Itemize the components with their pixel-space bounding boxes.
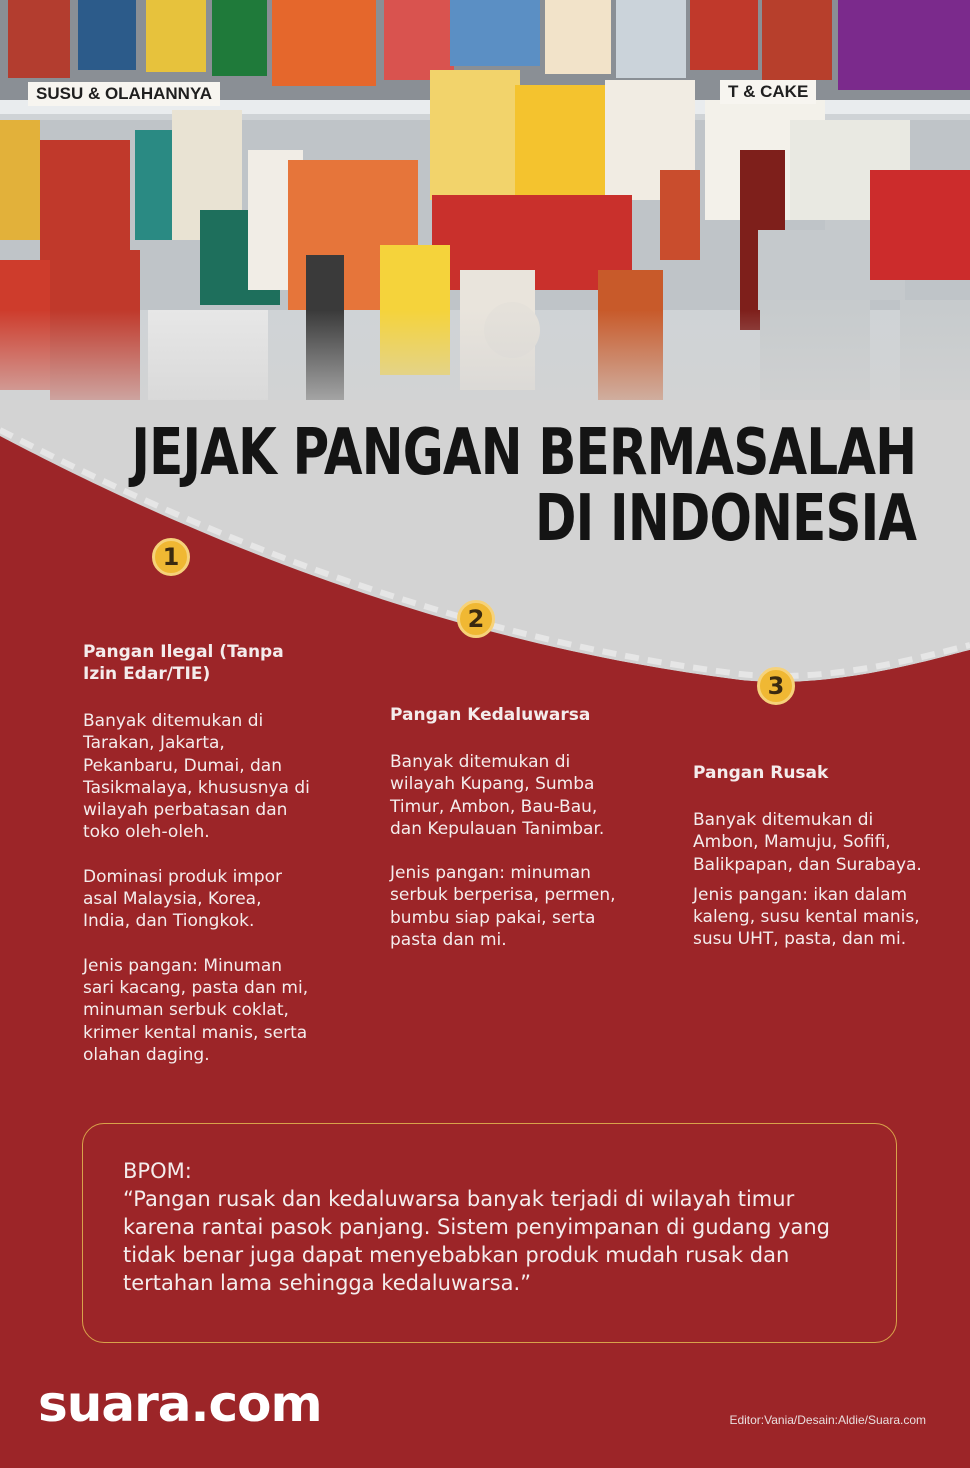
step-marker-3: 3: [757, 667, 795, 705]
step-marker-2: 2: [457, 600, 495, 638]
section-paragraph: Dominasi produk impor asal Malaysia, Korea, India, dan Tiongkok.: [83, 866, 283, 932]
grocery-shelf-illustration: [0, 0, 970, 440]
credit-line: Editor:Vania/Desain:Aldie/Suara.com: [729, 1413, 926, 1427]
shelf-label-cake: T & CAKE: [720, 80, 816, 104]
quote-source: BPOM:: [123, 1159, 192, 1183]
step-marker-1: 1: [152, 538, 190, 576]
section-paragraph: Banyak ditemukan di wilayah Kupang, Sumba Timur, Ambon, Bau-Bau, dan Kepulauan Tanimbar.: [390, 752, 605, 839]
quote-box: [82, 1123, 897, 1343]
quote-text: “Pangan rusak dan kedaluwarsa banyak terjadi di wilayah timur karena rantai pasok panjang. Sistem penyimpanan di gudang yang tidak benar juga dapat menyebabkan produk mudah rusak dan tertahan lama sehingga kedaluwarsa.”: [123, 1187, 831, 1295]
title-line-1: JEJAK PANGAN BERMASALAH: [131, 416, 916, 490]
section-damaged-food: [693, 762, 933, 973]
section-paragraph: Jenis pangan: ikan dalam kaleng, susu kental manis, susu UHT, pasta, dan mi.: [693, 884, 920, 950]
section-heading: Pangan Rusak: [693, 763, 829, 783]
shelf-label-dairy: SUSU & OLAHANNYA: [28, 82, 220, 106]
quote-content: [123, 1157, 863, 1297]
section-paragraph: Jenis pangan: Minuman sari kacang, pasta dan mi, minuman serbuk coklat, krimer kental manis, serta olahan daging.: [83, 955, 309, 1065]
brand-logo: suara.com: [38, 1375, 322, 1433]
section-illegal-food: [83, 641, 313, 1088]
page-title: [131, 416, 916, 556]
section-expired-food: [390, 704, 630, 973]
section-paragraph: Jenis pangan: minuman serbuk berperisa, permen, bumbu siap pakai, serta pasta dan mi.: [390, 863, 616, 951]
section-paragraph: Banyak ditemukan di Tarakan, Jakarta, Pekanbaru, Dumai, dan Tasikmalaya, khususnya di wilayah perbatasan dan toko oleh-oleh.: [83, 711, 310, 843]
title-line-2: DI INDONESIA: [534, 482, 916, 556]
section-paragraph: Banyak ditemukan di Ambon, Mamuju, Sofifi, Balikpapan, dan Surabaya.: [693, 810, 922, 875]
section-heading: Pangan Kedaluwarsa: [390, 705, 591, 725]
section-heading: Pangan Ilegal (Tanpa Izin Edar/TIE): [83, 642, 284, 684]
